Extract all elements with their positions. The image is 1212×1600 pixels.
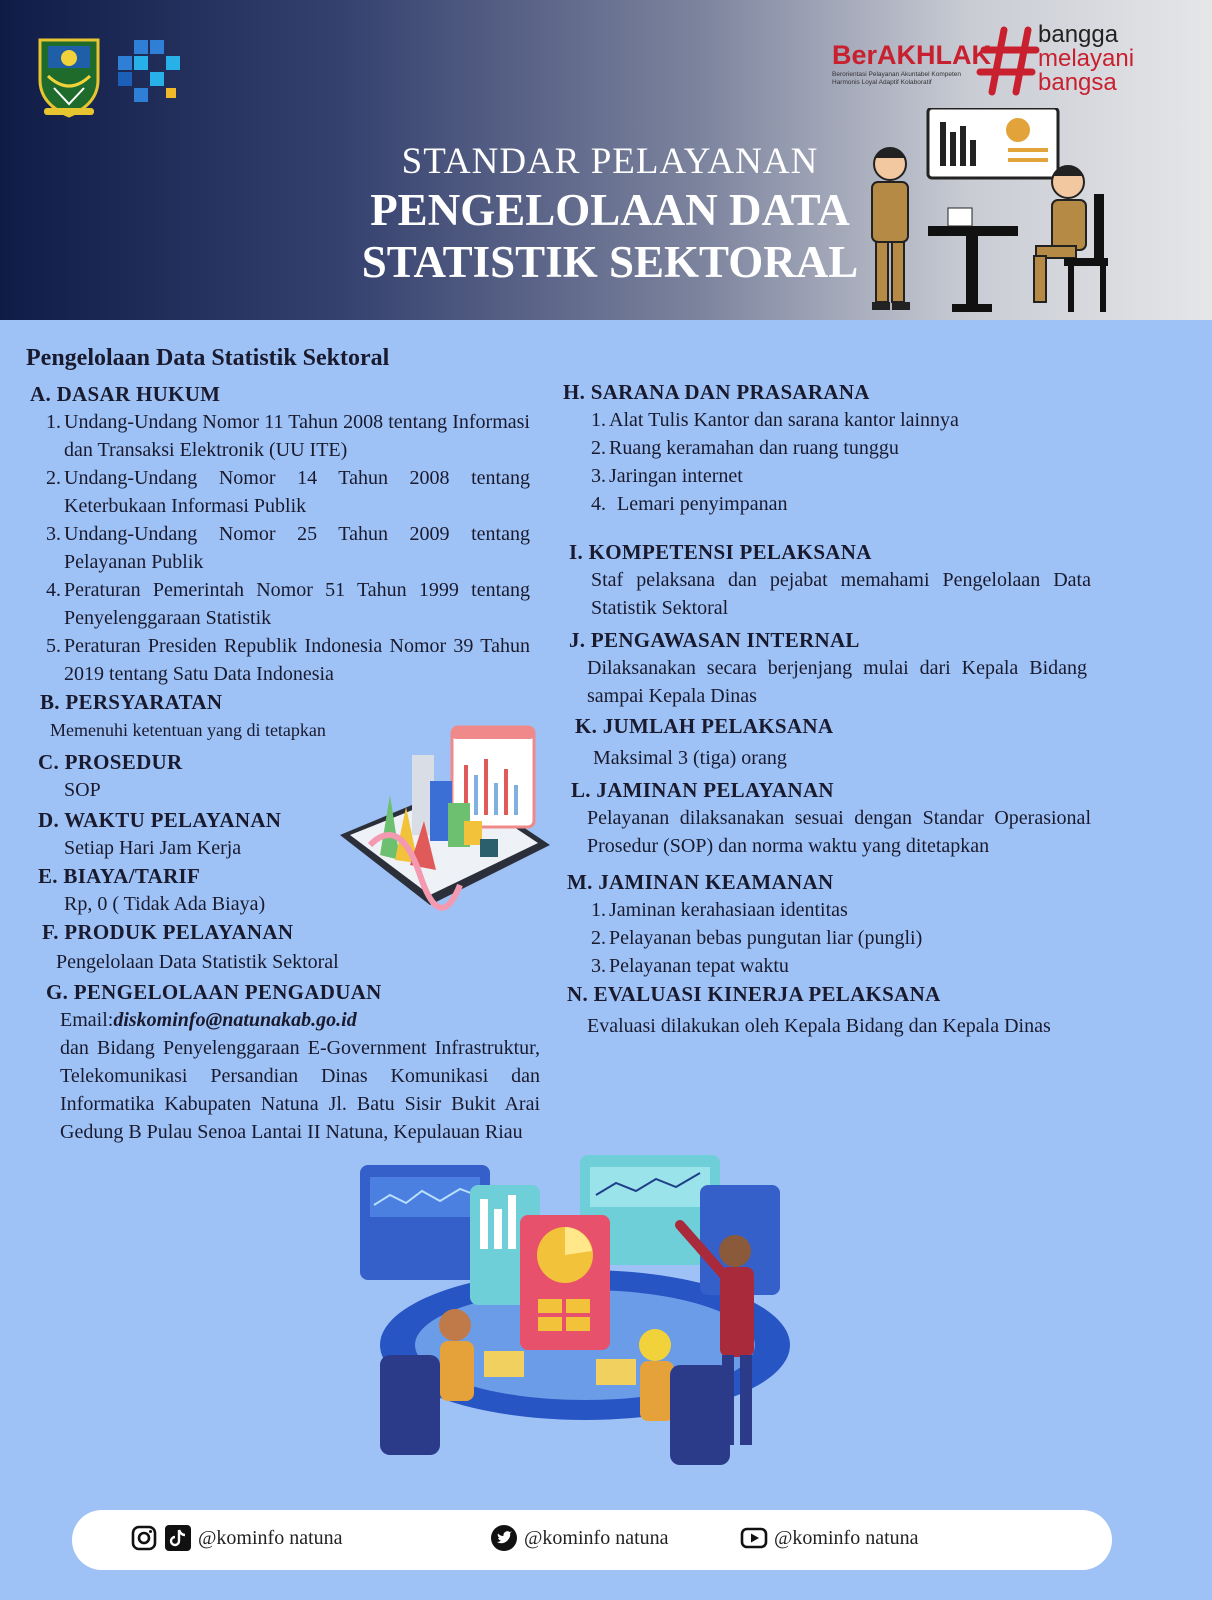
title-line1: STANDAR PELAYANAN [401, 141, 819, 182]
list-item: 4. Peraturan Pemerintah Nomor 51 Tahun 1999 tentang Penyelenggaraan Statistik [46, 579, 530, 629]
kominfo-logo [114, 40, 186, 110]
section-h-list [591, 406, 1103, 518]
instagram-icon[interactable] [130, 1524, 158, 1552]
list-item: 3. Pelayanan tepat waktu [591, 955, 789, 977]
section-i-text: Staf pelaksana dan pejabat memahami Pengelolaan Data Statistik Sektoral [591, 569, 1091, 619]
section-n-text: Evaluasi dilakukan oleh Kepala Bidang dan Kepala Dinas [587, 1015, 1051, 1037]
section-j-title: J. PENGAWASAN INTERNAL [569, 628, 860, 652]
slogan-melayani: melayani [1038, 45, 1135, 72]
list-item: 5. Peraturan Presiden Republik Indonesia Nomor 39 Tahun 2019 tentang Satu Data Indonesia [46, 635, 530, 685]
list-item: 2. Pelayanan bebas pungutan liar (pungli) [591, 927, 923, 949]
youtube-icon[interactable] [740, 1524, 768, 1552]
social-group-2 [490, 1524, 669, 1552]
section-g-text: dan Bidang Penyelenggaraan E-Government Infrastruktur, Telekomunikasi Persandian Dinas Komunikasi dan Informatika Kabupaten Natuna Jl. Batu Sisir Bukit Arai Gedung B Pulau Senoa Lantai II Natuna, Kepulauan Riau [60, 1037, 540, 1143]
twitter-icon[interactable] [490, 1524, 518, 1552]
list-item: 3. Undang-Undang Nomor 25 Tahun 2009 tentang Pelayanan Publik [46, 523, 530, 573]
section-e-text: Rp, 0 ( Tidak Ada Biaya) [64, 893, 266, 915]
section-f-title: F. PRODUK PELAYANAN [42, 920, 294, 944]
header-banner [0, 0, 1212, 320]
handle-youtube[interactable]: @kominfo natuna [774, 1526, 919, 1549]
list-item: 4. Lemari penyimpanan [591, 493, 788, 515]
section-k-text: Maksimal 3 (tiga) orang [593, 747, 787, 769]
social-group-3 [740, 1524, 919, 1552]
section-l-text: Pelayanan dilaksanakan sesuai dengan Standar Operasional Prosedur (SOP) dan norma waktu yang ditetapkan [587, 807, 1091, 857]
section-g-email-line: Email:diskominfo@natunakab.go.id [60, 1009, 357, 1031]
section-m-list [591, 896, 1103, 980]
tablet-analytics-illustration [340, 725, 550, 925]
section-d-title: D. WAKTU PELAYANAN [38, 808, 282, 832]
berakhlak-sub2: Harmonis Loyal Adaptif Kolaboratif [832, 79, 932, 86]
list-item: 1. Jaminan kerahasiaan identitas [591, 899, 848, 921]
section-c-text: SOP [64, 779, 101, 801]
section-e-title: E. BIAYA/TARIF [38, 864, 201, 888]
section-b-title: B. PERSYARATAN [40, 690, 223, 714]
list-item: 3. Jaringan internet [591, 465, 743, 487]
tiktok-icon[interactable] [164, 1524, 192, 1552]
social-group-1 [130, 1524, 343, 1552]
section-k-title: K. JUMLAH PELAKSANA [575, 714, 834, 738]
berakhlak-sub1: Berorientasi Pelayanan Akuntabel Kompeten [832, 71, 962, 78]
section-b-text: Memenuhi ketentuan yang di tetapkan [50, 720, 326, 740]
section-n-title: N. EVALUASI KINERJA PELAKSANA [567, 982, 941, 1006]
slogan-bangsa: bangsa [1038, 69, 1117, 96]
title-line2: PENGELOLAAN DATA [370, 185, 850, 235]
section-c-title: C. PROSEDUR [38, 750, 183, 774]
handle-twitter[interactable]: @kominfo natuna [524, 1526, 669, 1549]
section-i-title: I. KOMPETENSI PELAKSANA [569, 540, 872, 564]
email-address: diskominfo@natunakab.go.id [113, 1009, 357, 1031]
content-area [0, 320, 1212, 1600]
header-title-block [330, 140, 890, 287]
officers-illustration [868, 108, 1148, 320]
social-footer-bar [72, 1510, 1112, 1570]
section-a-title: A. DASAR HUKUM [30, 382, 221, 406]
berakhlak-logo [832, 20, 1172, 100]
section-d-text: Setiap Hari Jam Kerja [64, 837, 242, 859]
title-line3: STATISTIK SEKTORAL [361, 237, 859, 287]
section-g-title: G. PENGELOLAAN PENGADUAN [46, 980, 382, 1004]
list-item: 2. Ruang keramahan dan ruang tunggu [591, 437, 899, 459]
slogan-bangga: bangga [1038, 21, 1119, 48]
section-j-text: Dilaksanakan secara berjenjang mulai dari Kepala Bidang sampai Kepala Dinas [587, 657, 1087, 707]
berakhlak-word: BerAKHLAK [832, 40, 992, 70]
section-h-title: H. SARANA DAN PRASARANA [563, 380, 870, 404]
handle-instagram-tiktok[interactable]: @kominfo natuna [198, 1526, 343, 1549]
page-title: Pengelolaan Data Statistik Sektoral [26, 345, 390, 371]
section-f-text: Pengelolaan Data Statistik Sektoral [56, 951, 339, 973]
right-column [563, 378, 1103, 1040]
section-l-title: L. JAMINAN PELAYANAN [571, 778, 834, 802]
list-item: 2. Undang-Undang Nomor 14 Tahun 2008 tentang Keterbukaan Informasi Publik [46, 467, 530, 517]
section-m-title: M. JAMINAN KEAMANAN [567, 870, 834, 894]
list-item: 1. Alat Tulis Kantor dan sarana kantor lainnya [591, 409, 959, 431]
data-team-illustration [360, 1155, 810, 1480]
section-a-list [46, 408, 530, 688]
regency-crest-logo [34, 36, 104, 118]
list-item: 1. Undang-Undang Nomor 11 Tahun 2008 tentang Informasi dan Transaksi Elektronik (UU ITE) [46, 411, 530, 461]
